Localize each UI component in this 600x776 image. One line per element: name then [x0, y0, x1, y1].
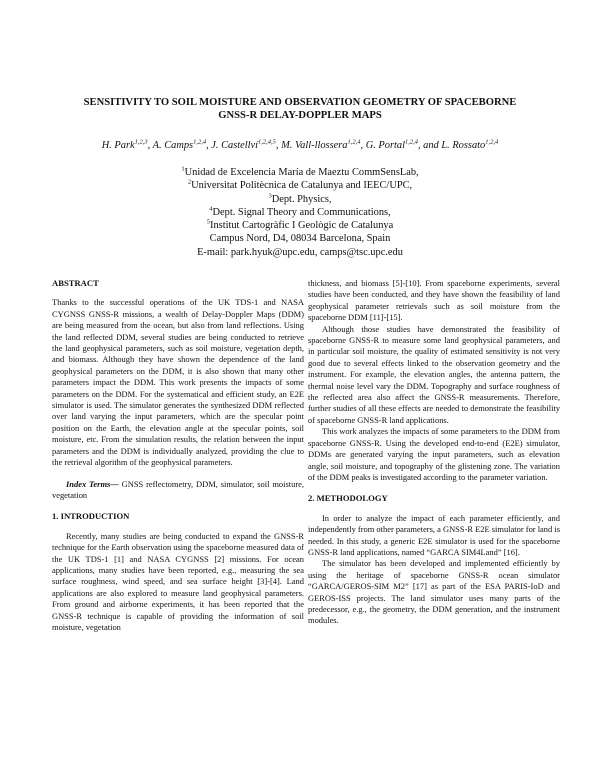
author: M. Vall-llossera$^{1,2,4}$, [281, 138, 366, 151]
author: A. Camps$^{1,2,4}$, [152, 138, 212, 151]
author: J. Castellví$^{1,2,4,5}$, [211, 138, 282, 151]
affiliation-line: $^4$Dept. Signal Theory and Communications, [209, 205, 391, 218]
affiliations [80, 166, 520, 259]
methodology-heading: 2. METHODOLOGY [308, 493, 388, 504]
index-terms-label: Index Terms— [66, 478, 119, 489]
author: G. Portal$^{1,2,4}$, and [365, 138, 442, 151]
abstract-text: Thanks to the successful operations of the UK TDS-1 and NASA CYGNSS GNSS-R missions, a wealth of Delay-Doppler Maps (DDM) are being measured from the ocean, but also from land reflections. Using the land reflected DDM, several studies are being conducted to retrieve the land geophysical parameters, such as soil moisture, vegetation depth, and biomass. Although they have shown the dependence of the land geophysical parameters on the DDM, it is also shown that many other parameters impact the DDM. This work presents the impacts of some parameters on the DDM. For the systematical and efficient study, an E2E simulator is used. The simulator generates the synthesized DDM reflected over land varying the input parameters, which are the specular point position on the Earth, the elevation angle at the specular points, soil moisture, etc. From the simulation results, the relation between the input parameters and the DDM is individually analyzed, providing the clue to the retrieval algorithm of the geophysical parameters. [52, 297, 304, 468]
index-terms [52, 479, 304, 502]
methodology-paragraph: The simulator has been developed and implemented efficiently by using the heritage of spaceborne GNSS-R ocean simulator “GARCA/GEROS-SIM M2” [17] as part of the ESA PARIS-IoD and GEROS-ISS projects. The land simulator uses many parts of the predecessor, e.g., the geometry, the DDM generation, and the instrument modules. [308, 558, 560, 626]
affiliation-line: $^1$Unidad de Excelencia María de Maeztu CommSensLab, [181, 165, 419, 178]
right-column [308, 278, 560, 627]
abstract-heading: ABSTRACT [52, 278, 99, 288]
affiliation-line: $^5$Institut Cartogràfic I Geològic de Catalunya [206, 218, 394, 232]
affiliation-line: Campus Nord, D4, 08034 Barcelona, Spain [209, 233, 391, 245]
left-column [52, 278, 304, 633]
author: H. Park$^{1,2,3}$, [101, 138, 153, 151]
affiliation-line: $^2$Universitat Politècnica de Catalunya and IEEC/UPC, [187, 178, 413, 192]
introduction-paragraph: This work analyzes the impacts of some parameters to the DDM from spaceborne GNSS-R. Using the developed end-to-end (E2E) simulator, DDMs are generated varying the input parameters, such as elevation angle, soil moisture, and topography of the glistening zone. The variation of the DDM peaks is investigated according to the parameter variation. [308, 426, 560, 482]
introduction-paragraph: Although those studies have demonstrated the feasibility of spaceborne GNSS-R to measure some land geophysical parameters, and in particular soil moisture, the quality of estimated sensitivity is not very good due to several effects linked to the observation geometry and the instrument. For example, the elevation angles, the antenna pattern, the thermal noise level vary the DDM. Topography and surface roughness of the reflected area also affect the GNSS-R measurements. Therefore, further studies of all these effects are needed to demonstrate the feasibility of spaceborne GNSS-R land applications. [308, 323, 560, 425]
affiliation-line: $^3$Dept. Physics, [268, 192, 332, 205]
title-line-2: GNSS-R DELAY-DOPPLER MAPS [218, 110, 382, 121]
introduction-heading: 1. INTRODUCTION [52, 511, 130, 522]
author-list [40, 139, 560, 152]
methodology-paragraph: In order to analyze the impact of each parameter efficiently, and independently from other parameters, a GNSS-R E2E simulator for land is needed. In this study, a generic E2E simulator is used for the spaceborne GNSS-R land applications, named “GARCA SIM4Land” [16]. [308, 512, 560, 557]
author: L. Rossato$^{1,2,4}$ [441, 138, 499, 151]
introduction-paragraph: Recently, many studies are being conducted to expand the GNSS-R technique for the Earth observation using the spaceborne measured data of the UK TDS-1 [1] and NASA CYGNSS [2] missions. For ocean applications, many studies have been reported, e.g., measuring the sea surface roughness, wind speed, and sea surface height [3]-[4]. Land applications are also explored to measure land geophysical parameters. From ground and airborne experiments, it has been reported that the GNSS-R technique is capable of providing the information of soil moisture, vegetation [52, 530, 304, 632]
introduction-paragraph: thickness, and biomass [5]-[10]. From spaceborne experiments, several studies have been conducted, and they have shown the feasibility of land geophysical parameter retrievals such as soil moisture from the spaceborne DDM [11]-[15]. [308, 278, 560, 323]
paper-title [40, 96, 560, 122]
contact-email: E-mail: park.hyuk@upc.edu, camps@tsc.upc.edu [197, 246, 403, 258]
index-terms-text: GNSS reflectometry, DDM, simulator, soil moisture, vegetation [52, 478, 304, 500]
title-line-1: SENSITIVITY TO SOIL MOISTURE AND OBSERVATION GEOMETRY OF SPACEBORNE [83, 97, 517, 108]
